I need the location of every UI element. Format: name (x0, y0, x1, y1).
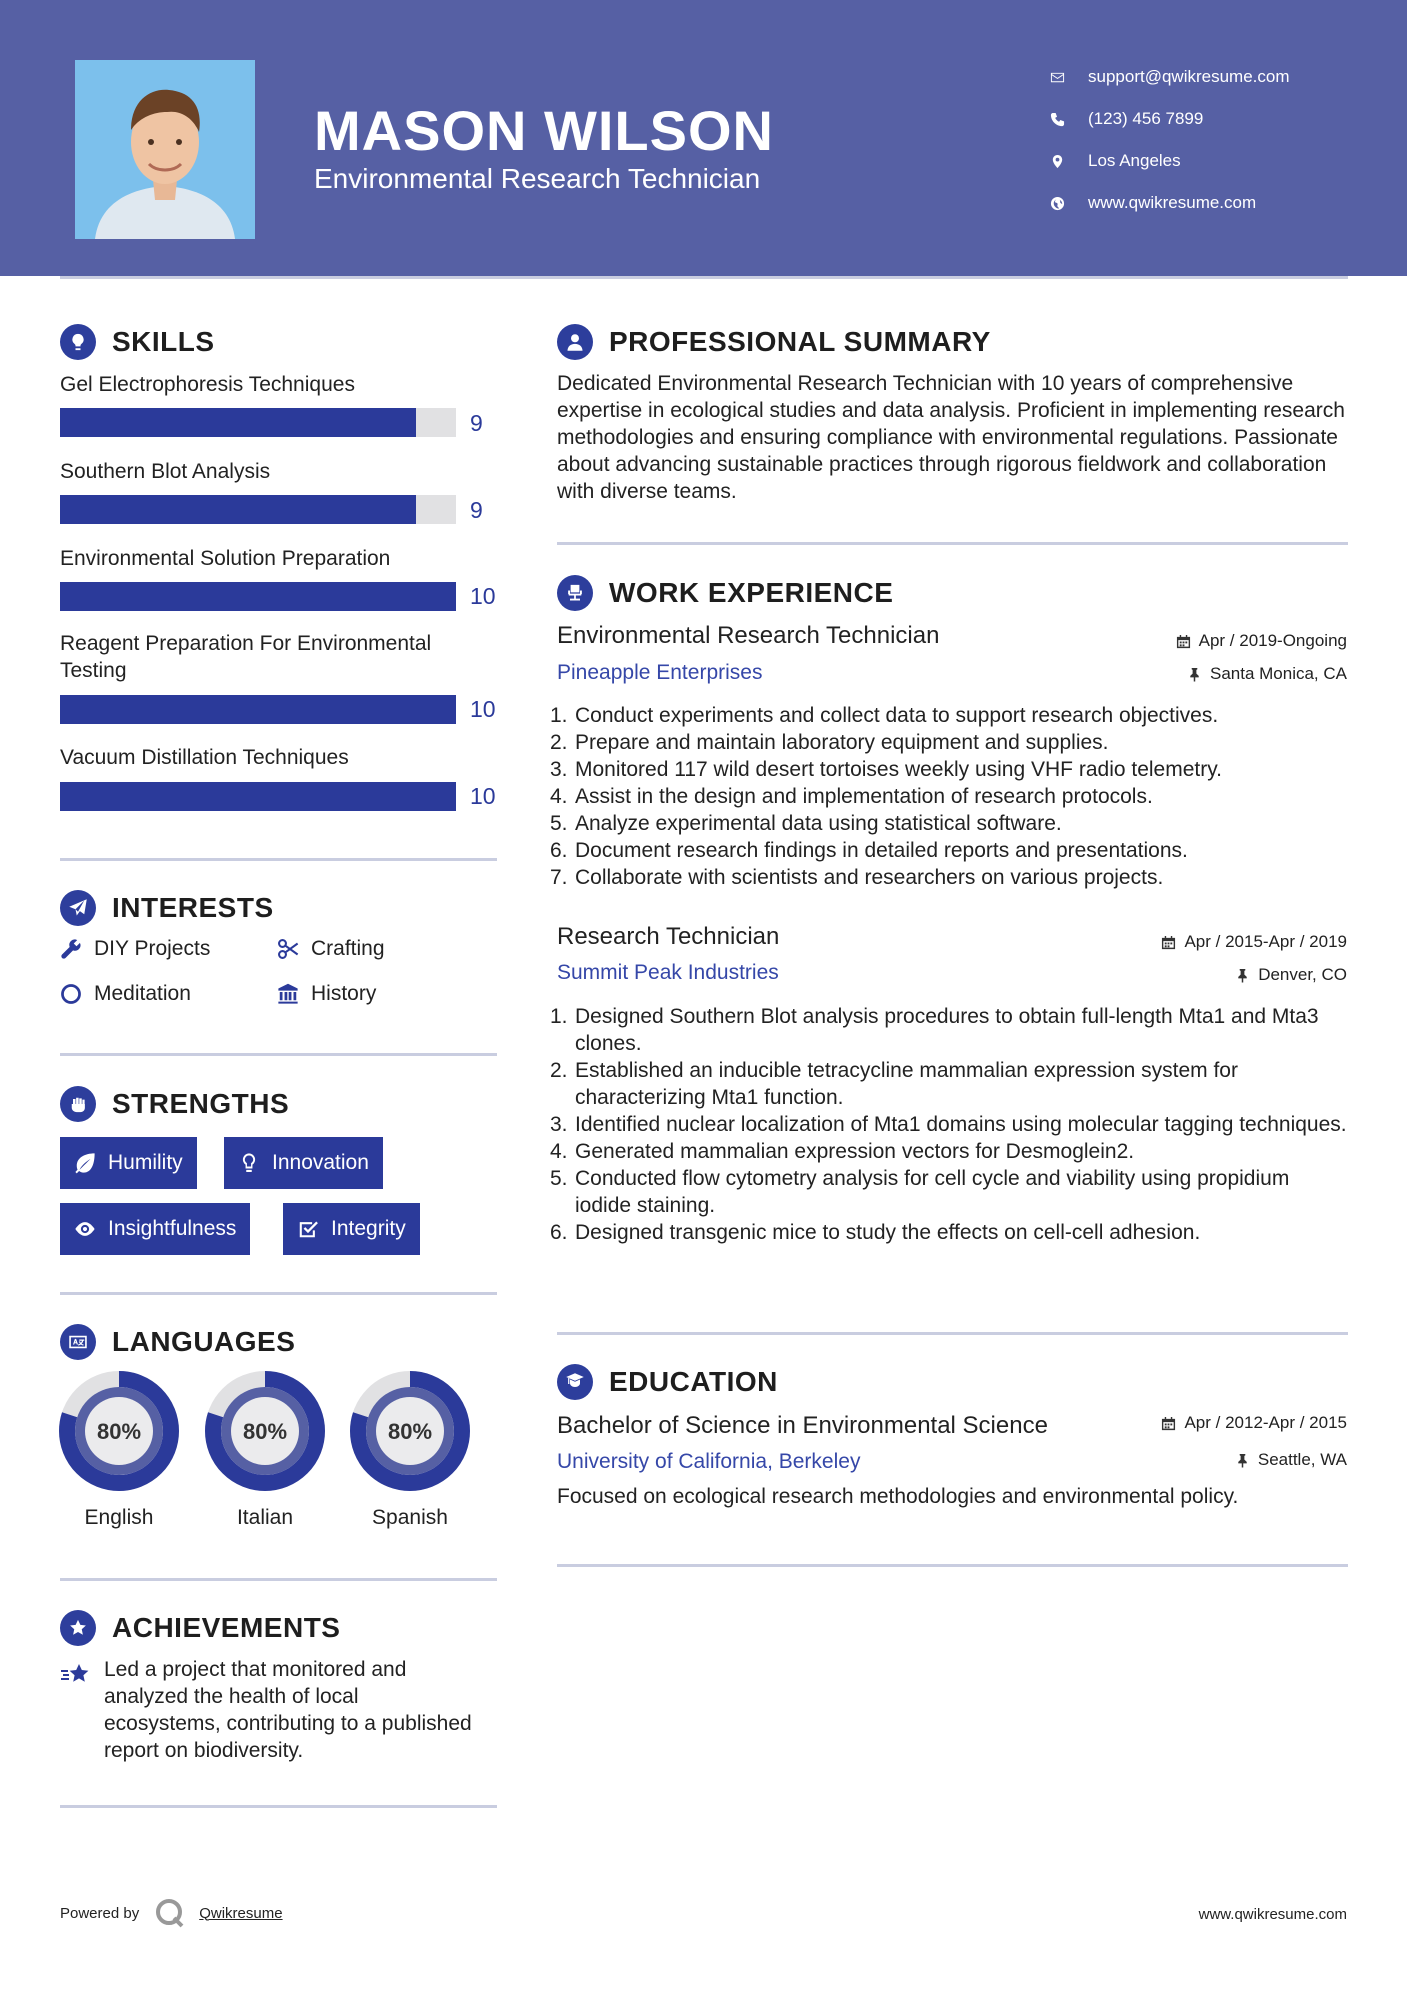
degree-title: Bachelor of Science in Environmental Science (557, 1412, 1048, 1439)
interest-item (60, 937, 210, 961)
lightbulb-icon (60, 324, 96, 360)
skill-value: 9 (470, 497, 483, 523)
job-dates-text: Apr / 2015-Apr / 2019 (1184, 932, 1347, 951)
checkbox-icon (297, 1218, 319, 1240)
skills-title-text: SKILLS (112, 326, 215, 357)
interest-label: DIY Projects (94, 937, 211, 960)
education-section-title (557, 1364, 778, 1400)
scissors-icon (277, 938, 299, 960)
school-name: University of California, Berkeley (557, 1450, 861, 1473)
interest-item (60, 982, 191, 1006)
footer-website[interactable]: www.qwikresume.com (1198, 1906, 1347, 1923)
language-label: Spanish (372, 1506, 448, 1529)
skill-label: Southern Blot Analysis (60, 460, 271, 483)
interest-label: Meditation (94, 982, 191, 1005)
candidate-title: Environmental Research Technician (314, 163, 761, 194)
interest-item (277, 937, 385, 961)
skill-bar-fill (60, 582, 456, 611)
section-divider (557, 1332, 1348, 1335)
section-divider (60, 1578, 497, 1581)
language-gauge (205, 1371, 325, 1496)
candidate-name: MASON WILSON (314, 99, 774, 162)
job-location (1235, 965, 1347, 985)
strengths-title-text: STRENGTHS (112, 1088, 290, 1119)
pushpin-icon (1235, 968, 1250, 983)
achievements-section-title (60, 1610, 340, 1646)
strength-badge (283, 1203, 420, 1255)
language-label: English (84, 1506, 154, 1529)
job-duties (550, 1003, 1350, 1246)
section-divider (60, 1292, 497, 1295)
strength-badge (224, 1137, 383, 1189)
experience-title-text: WORK EXPERIENCE (609, 577, 894, 608)
language-label: Italian (236, 1506, 294, 1529)
achievement-text: Led a project that monitored and analyzed the health of local ecosystems, contributing to a published report on biodiversity. (104, 1658, 472, 1762)
brand-link[interactable]: Qwikresume (199, 1904, 283, 1922)
skill-bar-fill (60, 695, 456, 724)
job-location (1187, 664, 1347, 684)
education-dates-text: Apr / 2012-Apr / 2015 (1184, 1413, 1347, 1432)
contact-phone-text: (123) 456 7899 (1088, 109, 1204, 128)
language-icon (60, 1324, 96, 1360)
strengths-section-title (60, 1086, 289, 1122)
envelope-icon (1050, 70, 1088, 85)
graduate-icon (557, 1364, 593, 1400)
lightbulb-icon (238, 1152, 260, 1174)
job-dates-text: Apr / 2019-Ongoing (1198, 631, 1347, 650)
experience-section-title (557, 575, 893, 611)
job-location-text: Denver, CO (1258, 965, 1347, 984)
star-badge-icon (60, 1610, 96, 1646)
profile-photo (75, 60, 255, 239)
skill-bar (60, 695, 456, 724)
job-title: Environmental Research Technician (557, 622, 940, 649)
summary-text: Dedicated Environmental Research Technician with 10 years of comprehensive expertise in ecological studies and data analysis. Proficient in implementing research methodologies and ensuring compliance with environmental regulations. Passionate about advancing sustainable practices through rigorous fieldwork and collaboration with diverse teams. (557, 372, 1345, 503)
education-title-text: EDUCATION (609, 1366, 778, 1397)
section-divider (557, 542, 1348, 545)
powered-by-text: Powered by (60, 1904, 140, 1922)
skill-label: Environmental Solution Preparation (60, 547, 391, 570)
interests-title-text: INTERESTS (112, 892, 274, 923)
languages-section-title (60, 1324, 295, 1360)
circle-icon (60, 983, 82, 1005)
education-location-text: Seattle, WA (1257, 1450, 1347, 1469)
education-description: Focused on ecological research methodologies and environmental policy. (557, 1485, 1239, 1508)
pushpin-icon (1187, 667, 1202, 682)
contact-phone[interactable] (1050, 98, 1290, 140)
summary-title-text: PROFESSIONAL SUMMARY (609, 326, 991, 357)
list-item: 4. Generated mammalian expression vectors for Desmoglein2. (550, 1140, 1135, 1163)
map-pin-icon (1050, 154, 1088, 169)
leaf-icon (74, 1152, 96, 1174)
job-dates (1176, 631, 1347, 651)
job-title: Research Technician (557, 923, 780, 950)
header-divider (60, 276, 1348, 279)
skill-label: Gel Electrophoresis Techniques (60, 373, 355, 396)
office-chair-icon (557, 575, 593, 611)
list-item: 7. Collaborate with scientists and researchers on various projects. (550, 866, 1164, 889)
skill-value: 10 (470, 783, 496, 809)
fist-icon (60, 1086, 96, 1122)
languages-title-text: LANGUAGES (112, 1326, 296, 1357)
skill-bar (60, 782, 456, 811)
skill-value: 10 (470, 696, 496, 722)
paper-plane-icon (60, 890, 96, 926)
calendar-icon (1161, 935, 1176, 950)
footer-powered-by (60, 1896, 283, 1930)
wrench-icon (60, 938, 82, 960)
job-company: Summit Peak Industries (557, 961, 779, 984)
skill-bar-fill (60, 408, 416, 437)
skill-value: 10 (470, 583, 496, 609)
job-dates (1161, 932, 1347, 952)
interest-item (277, 982, 376, 1006)
list-item: 3. Identified nuclear localization of Mta1 domains using molecular tagging techniques. (550, 1113, 1347, 1136)
pushpin-icon (1235, 1453, 1250, 1468)
education-location (1235, 1450, 1347, 1470)
interests-section-title (60, 890, 274, 926)
language-percent: 80% (242, 1419, 288, 1444)
job-duties (550, 702, 1350, 891)
list-item: 2. Established an inducible tetracycline mammalian expression system for characterizing Mta1 function. (550, 1059, 1238, 1109)
contact-website-text: www.qwikresume.com (1088, 193, 1257, 212)
list-item: 3. Monitored 117 wild desert tortoises weekly using VHF radio telemetry. (550, 758, 1223, 781)
contact-website[interactable] (1050, 182, 1290, 224)
skill-bar-fill (60, 495, 416, 524)
strength-badge (60, 1137, 197, 1189)
language-percent: 80% (96, 1419, 142, 1444)
calendar-icon (1161, 1416, 1176, 1431)
interest-label: History (311, 982, 377, 1005)
interest-label: Crafting (311, 937, 385, 960)
skill-bar (60, 408, 456, 437)
skill-bar-fill (60, 782, 456, 811)
shooting-star-icon (60, 1662, 92, 1693)
list-item: 5. Analyze experimental data using statistical software. (550, 812, 1062, 835)
strength-label: Humility (108, 1151, 183, 1174)
skills-section-title (60, 324, 215, 360)
achievements-title-text: ACHIEVEMENTS (112, 1612, 341, 1643)
list-item: 1. Conduct experiments and collect data to support research objectives. (550, 704, 1219, 727)
education-dates (1161, 1413, 1347, 1433)
qwikresume-logo (153, 1896, 187, 1930)
strength-label: Integrity (331, 1217, 406, 1240)
summary-section-title (557, 324, 991, 360)
contact-location-text: Los Angeles (1088, 151, 1181, 170)
bank-icon (277, 983, 299, 1005)
globe-icon (1050, 196, 1088, 211)
list-item: 6. Document research findings in detailed reports and presentations. (550, 839, 1188, 862)
list-item: 6. Designed transgenic mice to study the effects on cell-cell adhesion. (550, 1221, 1201, 1244)
language-percent: 80% (387, 1419, 433, 1444)
skill-label: Vacuum Distillation Techniques (60, 746, 349, 769)
language-gauge (59, 1371, 179, 1496)
job-company: Pineapple Enterprises (557, 661, 763, 684)
phone-icon (1050, 112, 1088, 127)
skill-value: 9 (470, 410, 483, 436)
eye-icon (74, 1218, 96, 1240)
list-item: 1. Designed Southern Blot analysis procedures to obtain full-length Mta1 and Mta3 clones. (550, 1005, 1319, 1055)
strength-badge (60, 1203, 250, 1255)
section-divider (60, 858, 497, 861)
section-divider (60, 1053, 497, 1056)
list-item: 4. Assist in the design and implementation of research protocols. (550, 785, 1153, 808)
contact-email[interactable] (1050, 56, 1290, 98)
strength-label: Insightfulness (108, 1217, 237, 1240)
section-divider (60, 1805, 497, 1808)
skill-bar (60, 582, 456, 611)
user-icon (557, 324, 593, 360)
contact-location (1050, 140, 1290, 182)
list-item: 2. Prepare and maintain laboratory equipment and supplies. (550, 731, 1109, 754)
resume-header (0, 0, 1407, 276)
section-divider (557, 1564, 1348, 1567)
job-location-text: Santa Monica, CA (1209, 664, 1347, 683)
contact-email-text: support@qwikresume.com (1088, 67, 1290, 86)
language-gauge (350, 1371, 470, 1496)
calendar-icon (1176, 634, 1191, 649)
skill-bar (60, 495, 456, 524)
skill-label: Reagent Preparation For Environmental Testing (60, 632, 432, 682)
strength-label: Innovation (272, 1151, 369, 1174)
contact-list (1050, 56, 1290, 224)
list-item: 5. Conducted flow cytometry analysis for cell cycle and viability using propidium iodide staining. (550, 1167, 1290, 1217)
